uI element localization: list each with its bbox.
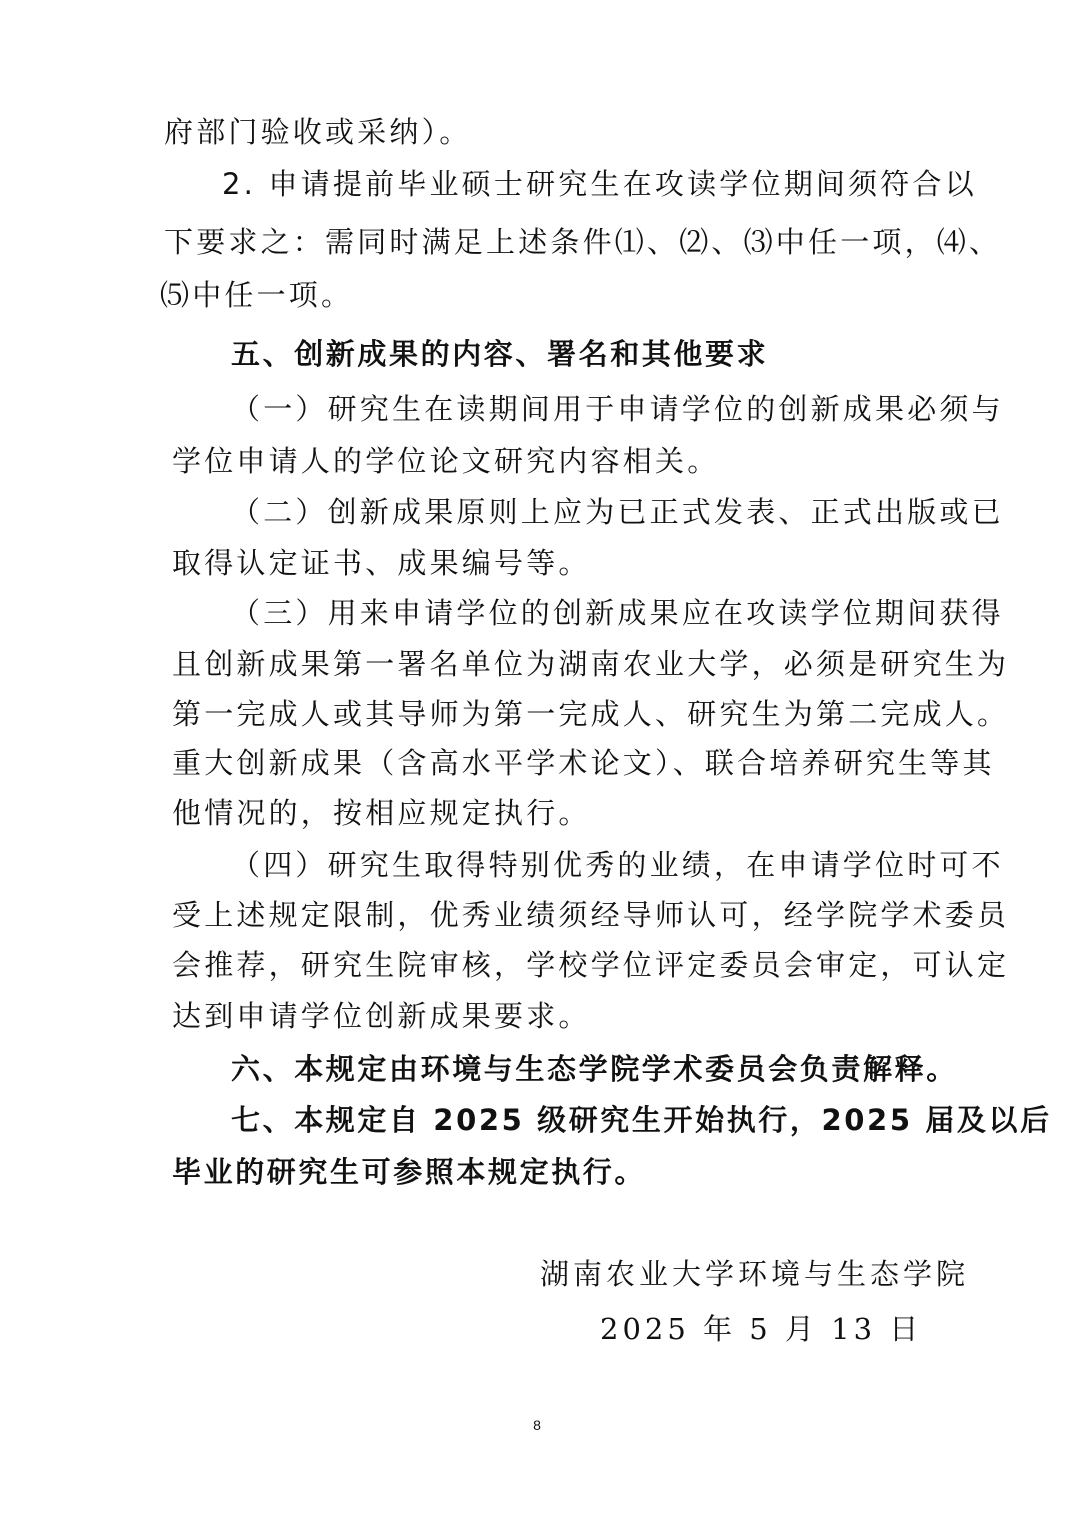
section-heading: 六、本规定由环境与生态学院学术委员会负责解释。 (231, 1052, 958, 1086)
paragraph-line: 取得认定证书、成果编号等。 (172, 546, 591, 580)
paragraph-line: （四）研究生取得特别优秀的业绩，在申请学位时可不 (231, 848, 1004, 882)
paragraph-line: 且创新成果第一署名单位为湖南农业大学，必须是研究生为 (172, 647, 1010, 681)
paragraph-line: （一）研究生在读期间用于申请学位的创新成果必须与 (231, 392, 1004, 426)
paragraph-line: ⑸中任一项。 (160, 278, 354, 312)
paragraph-line: 会推荐，研究生院审核，学校学位评定委员会审定，可认定 (172, 948, 1010, 982)
paragraph-line: （二）创新成果原则上应为已正式发表、正式出版或已 (231, 495, 1004, 529)
paragraph-line: 第一完成人或其导师为第一完成人、研究生为第二完成人。 (172, 697, 1010, 731)
signature-org: 湖南农业大学环境与生态学院 (540, 1257, 970, 1291)
paragraph-line: 重大创新成果（含高水平学术论文）、联合培养研究生等其 (172, 746, 995, 780)
page-number: 8 (533, 1417, 541, 1433)
signature-date: 2025 年 5 月 13 日 (600, 1312, 923, 1346)
paragraph-line: 他情况的，按相应规定执行。 (172, 796, 591, 830)
paragraph-line: 达到申请学位创新成果要求。 (172, 999, 591, 1033)
paragraph-line: 下要求之：需同时满足上述条件⑴、⑵、⑶中任一项，⑷、 (164, 225, 1002, 259)
section-heading: 五、创新成果的内容、署名和其他要求 (231, 337, 769, 371)
paragraph-line: 府部门验收或采纳）。 (164, 115, 472, 149)
paragraph-line: 学位申请人的学位论文研究内容相关。 (172, 444, 720, 478)
paragraph-line: （三）用来申请学位的创新成果应在攻读学位期间获得 (231, 596, 1004, 630)
paragraph-line: 毕业的研究生可参照本规定执行。 (172, 1155, 647, 1189)
section-heading: 七、本规定自 2025 级研究生开始执行，2025 届及以后 (231, 1103, 1052, 1137)
paragraph-line: 2. 申请提前毕业硕士研究生在攻读学位期间须符合以 (222, 167, 977, 201)
paragraph-line: 受上述规定限制，优秀业绩须经导师认可，经学院学术委员 (172, 898, 1010, 932)
